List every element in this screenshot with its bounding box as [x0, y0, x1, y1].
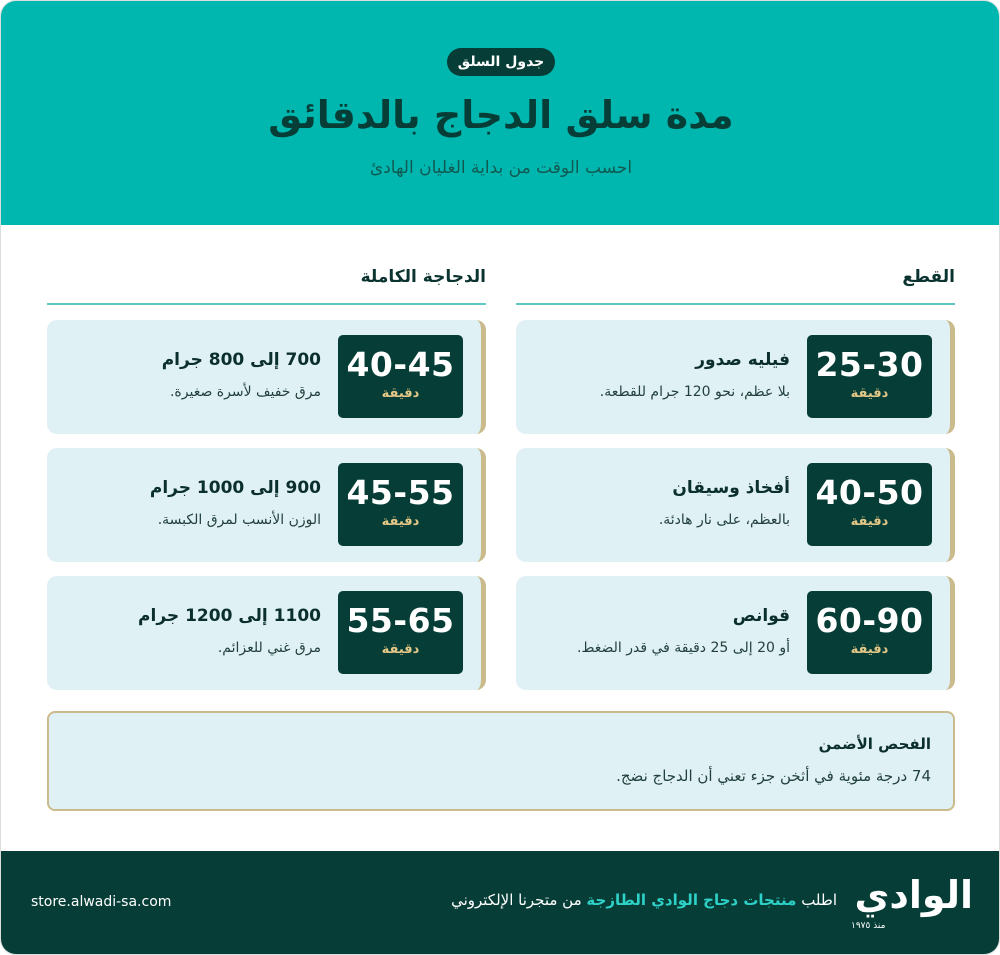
cta-after: من متجرنا الإلكتروني: [451, 891, 582, 909]
cut-description: بلا عظم، نحو 120 جرام للقطعة.: [599, 384, 790, 400]
time-badge: [338, 463, 463, 546]
cut-card-gizzards: [516, 576, 955, 690]
footer-cta: [451, 891, 837, 909]
cut-title: فيليه صدور: [695, 350, 790, 370]
footer: [1, 851, 1000, 955]
logo-wordmark: الوادي: [854, 873, 973, 917]
cut-description: بالعظم، على نار هادئة.: [658, 512, 790, 528]
time-unit: دقيقة: [381, 514, 420, 529]
brand-logo: [849, 873, 973, 935]
time-unit: دقيقة: [850, 386, 889, 401]
time-range: 60-90: [815, 601, 924, 640]
time-badge: [807, 335, 932, 418]
header-banner: [1, 1, 1000, 225]
note-title: الفحص الأضمن: [818, 735, 931, 753]
time-range: 45-55: [346, 473, 455, 512]
logo-since: منذ ١٩٧٥: [851, 921, 886, 931]
store-link[interactable]: store.alwadi-sa.com: [31, 894, 172, 910]
cut-card-breast-fillet: [516, 320, 955, 434]
time-badge: [338, 335, 463, 418]
weight-title: 900 إلى 1000 جرام: [149, 478, 321, 498]
weight-title: 700 إلى 800 جرام: [161, 350, 321, 370]
weight-description: الوزن الأنسب لمرق الكبسة.: [157, 512, 321, 528]
cut-title: أفخاذ وسيقان: [672, 478, 790, 498]
time-unit: دقيقة: [850, 514, 889, 529]
page-subtitle: احسب الوقت من بداية الغليان الهادئ: [369, 158, 633, 178]
weight-description: مرق خفيف لأسرة صغيرة.: [169, 384, 321, 400]
whole-card-900-1000: [47, 448, 486, 562]
time-unit: دقيقة: [381, 642, 420, 657]
page-title: مدة سلق الدجاج بالدقائق: [268, 93, 734, 137]
cta-before: اطلب: [801, 891, 837, 909]
column-heading-whole: الدجاجة الكاملة: [47, 267, 486, 305]
cut-title: قوانص: [732, 606, 790, 626]
whole-card-700-800: [47, 320, 486, 434]
time-range: 55-65: [346, 601, 455, 640]
weight-description: مرق غني للعزائم.: [217, 640, 321, 656]
section-badge: جدول السلق: [447, 48, 555, 76]
cta-highlight: منتجات دجاج الوادي الطازجة: [586, 891, 797, 909]
time-range: 40-50: [815, 473, 924, 512]
weight-title: 1100 إلى 1200 جرام: [138, 606, 321, 626]
cut-description: أو 20 إلى 25 دقيقة في قدر الضغط.: [577, 640, 790, 656]
time-badge: [807, 463, 932, 546]
time-badge: [807, 591, 932, 674]
whole-card-1100-1200: [47, 576, 486, 690]
time-range: 40-45: [346, 345, 455, 384]
doneness-note: [47, 711, 955, 811]
time-unit: دقيقة: [850, 642, 889, 657]
column-heading-cuts: القطع: [516, 267, 955, 305]
time-range: 25-30: [815, 345, 924, 384]
time-badge: [338, 591, 463, 674]
cut-card-thighs-legs: [516, 448, 955, 562]
note-text: 74 درجة مئوية في أثخن جزء تعني أن الدجاج نضج.: [616, 767, 931, 785]
time-unit: دقيقة: [381, 386, 420, 401]
